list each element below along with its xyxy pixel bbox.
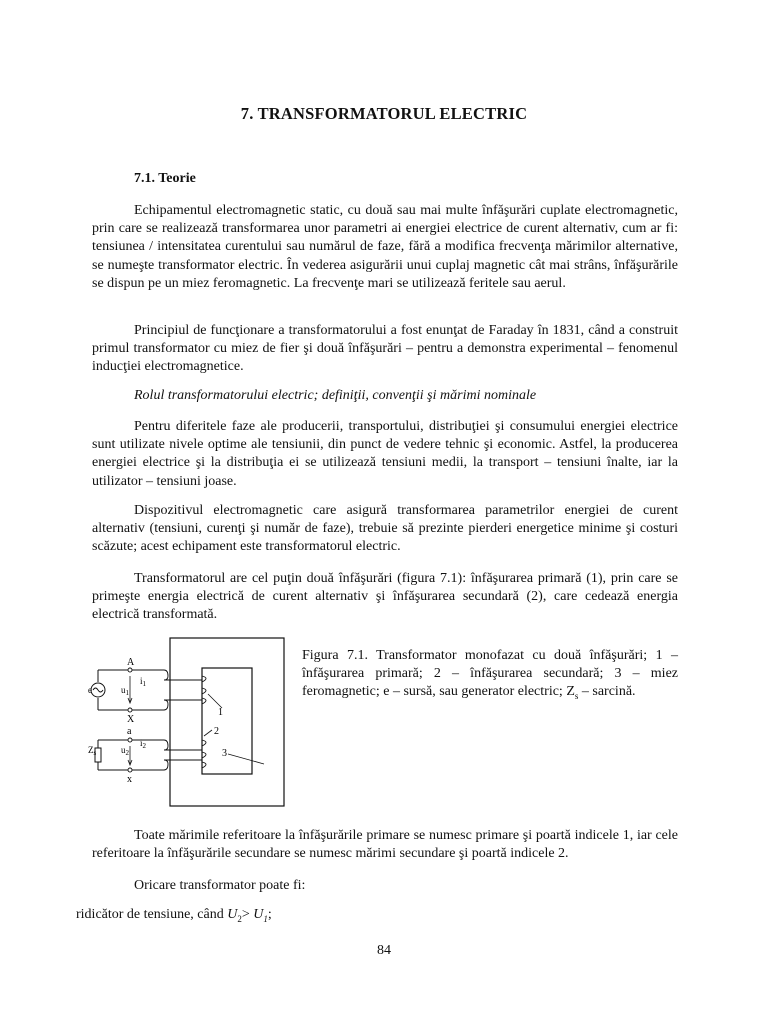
label-3: 3 <box>222 748 227 759</box>
section-heading: 7.1. Teorie <box>134 171 196 186</box>
label-x: x <box>127 774 132 785</box>
paragraph-faraday: Principiul de funcţionare a transformatorului a fost enunţat de Faraday în 1831, când a construit primul transformator cu miez de fier şi două înfăşurări – pentru a demonstra experimental – fenomenul inducţiei electromagnetice. <box>92 323 678 375</box>
label-X: X <box>127 714 135 725</box>
figure-caption: Figura 7.1. Transformator monofazat cu două înfăşurări; 1 – înfăşurarea primară; 2 – înfăşurarea secundară; 3 – miez feromagnetic; e – sursă, sau generator electric; $Z_s$ – sarcină. <box>302 648 678 702</box>
chapter-title: 7. TRANSFORMATORUL ELECTRIC <box>240 104 528 123</box>
paragraph-definition: Echipamentul electromagnetic static, cu două sau mai multe înfăşurări cuplate electromagnetic, prin care se realizează transformarea unor parametri ai energiei electrice de curent alternativ, cum ar fi: tensiunea / intensitatea curentului sau numărul de faze, fără a modifica frecvenţa mărimilor alternative, se numeşte transformator electric. În vederea asigurării unui cuplaj magnetic cât mai strâns, înfăşurările se dispun pe un miez feromagnetic. La frecvenţe mari se utilizează feritele sau aerul. <box>92 203 678 291</box>
svg-text:Zs: $Z_s$ <box>88 745 97 757</box>
paragraph-indices: Toate mărimile referitoare la înfăşurările primare se numesc primare şi poartă indicele 1, iar cele referitoare la înfăşurările secundare se numesc mărimi secundare şi poartă indicele 2. <box>92 828 678 862</box>
core-leg <box>202 668 252 774</box>
page-number: 84 <box>377 943 391 958</box>
svg-text:i2: $i_2$ <box>140 738 147 750</box>
label-A: A <box>127 657 135 668</box>
subheading-role: Rolul transformatorului electric; definiţii, convenţii şi mărimi nominale <box>134 388 537 403</box>
svg-text:u2: $u_2$ <box>121 745 129 757</box>
paragraph-device: Dispozitivul electromagnetic care asigură transformarea parametrilor energiei de curent alternativ (tensiuni, curenţi şi număr de faze), trebuie să prezinte pierderi energetice minime şi costuri scăzute; acest echipament este transformatorul electric. <box>92 503 678 555</box>
label-1: 1 <box>218 707 223 718</box>
paragraph-voltage-levels: Pentru diferitele faze ale producerii, transportului, distribuţiei şi consumului energiei electrice sunt utilizate nivele optime ale tensiunii, din punct de vedere tehnic şi economic. Astfel, la producerea energiei electrice şi la distribuţia ei se utilizează tensiuni medii, la transport – tensiuni înalte, iar la utilizator – tensiuni joase. <box>92 419 678 489</box>
list-item-step-up: ridicător de tensiune, când $U_2> U_1$; <box>76 907 272 924</box>
paragraph-types: Oricare transformator poate fi: <box>134 878 306 893</box>
label-e: e <box>88 685 92 695</box>
svg-text:u1: $u_1$ <box>121 685 129 697</box>
core-frame <box>170 638 284 806</box>
label-a: a <box>127 726 132 737</box>
svg-text:i1: $i_1$ <box>140 676 147 688</box>
label-2: 2 <box>214 726 219 737</box>
transformer-diagram <box>88 636 288 810</box>
paragraph-windings: Transformatorul are cel puţin două înfăşurări (figura 7.1): înfăşurarea primară (1), prin care se primeşte energia electrică de curent alternativ şi înfăşurarea secundară (2), care cedează energia electrică transformată. <box>92 571 678 623</box>
transformer-figure <box>88 636 288 810</box>
